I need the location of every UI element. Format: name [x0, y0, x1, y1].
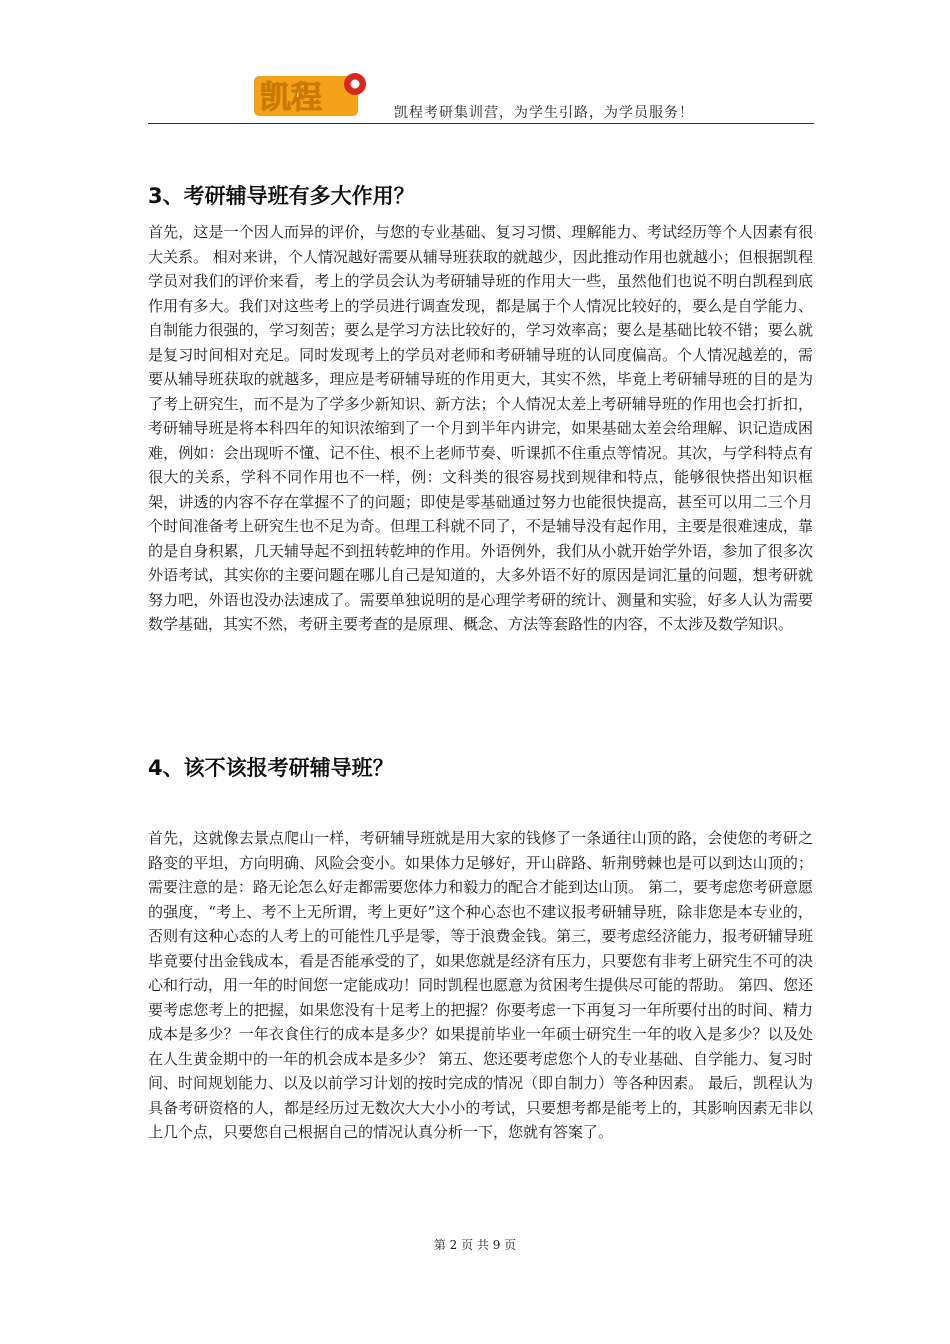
- page-number: 第 2 页 共 9 页: [433, 1238, 517, 1252]
- svg-text:凯程: 凯程: [260, 80, 322, 116]
- header-divider: [148, 123, 814, 124]
- section-body-3: 首先，这是一个因人而异的评价，与您的专业基础、复习习惯、理解能力、考试经历等个人因素有很大关系。 相对来讲，个人情况越好需要从辅导班获取的就越少，因此推动作用也就越小；但根据凯程学员对我们的评价来看，考上的学员会认为考研辅导班的作用大一些，虽然他们也说不明白凯程到底作用有多大。我们对这些考上的学员进行调查发现，都是属于个人情况比较好的，要么是自学能力、自制能力很强的，学习刻苦；要么是学习方法比较好的，学习效率高；要么是基础比较不错；要么就是复习时间相对充足。同时发现考上的学员对老师和考研辅导班的认同度偏高。个人情况越差的，需要从辅导班获取的就越多，理应是考研辅导班的作用更大，其实不然，毕竟上考研辅导班的目的是为了考上研究生，而不是为了学多少新知识、新方法；个人情况太差上考研辅导班的作用也会打折扣，考研辅导班是将本科四年的知识浓缩到了一个月到半年内讲完，如果基础太差会给理解、识记造成困难，例如：会出现听不懂、记不住、根不上老师节奏、听课抓不住重点等情况。其次，与学科特点有很大的关系，学科不同作用也不一样，例：文科类的很容易找到规律和特点，能够很快搭出知识框架，讲透的内容不存在掌握不了的问题；即使是零基础通过努力也能很快提高，甚至可以用二三个月个时间准备考上研究生也不足为奇。但理工科就不同了，不是辅导没有起作用，主要是很难速成，靠的是自身积累，几天辅导起不到扭转乾坤的作用。外语例外，我们从小就开始学外语，参加了很多次外语考试，其实你的主要问题在哪儿自己是知道的，大多外语不好的原因是词汇量的问题，想考研就努力吧，外语也没办法速成了。需要单独说明的是心理学考研的统计、测量和实验，好多人认为需要数学基础，其实不然，考研主要考查的是原理、概念、方法等套路性的内容，不太涉及数学知识。: [148, 223, 813, 633]
- kaicheng-logo: [252, 70, 370, 120]
- section-heading-3: 3、考研辅导班有多大作用？: [148, 184, 415, 208]
- section-body-4: 首先，这就像去景点爬山一样，考研辅导班就是用大家的钱修了一条通往山顶的路，会使您的考研之路变的平坦，方向明确、风险会变小。如果体力足够好，开山辟路、斩荆劈棘也是可以到达山顶的；需要注意的是：路无论怎么好走都需要您体力和毅力的配合才能到达山顶。 第二，要考虑您考研意愿的强度，“考上、考不上无所谓，考上更好”这个种心态也不建议报考研辅导班，除非您是本专业的，否则有这种心态的人考上的可能性几乎是零，等于浪费金钱。第三，要考虑经济能力，报考研辅导班毕竟要付出金钱成本，看是否能承受的了，如果您就是经济有压力，只要您有非考上研究生不可的决心和行动，用一年的时间您一定能成功！同时凯程也愿意为贫困考生提供尽可能的帮助。 第四、您还要考虑您考上的把握，如果您没有十足考上的把握？你要考虑一下再复习一年所要付出的时间、精力成本是多少？一年衣食住行的成本是多少？如果提前毕业一年硕士研究生一年的收入是多少？以及处在人生黄金期中的一年的机会成本是多少？ 第五、您还要考虑您个人的专业基础、自学能力、复习时间、时间规划能力、以及以前学习计划的按时完成的情况（即自制力）等各种因素。 最后，凯程认为具备考研资格的人，都是经历过无数次大大小小的考试，只要想考都是能考上的，其影响因素无非以上几个点，只要您自己根据自己的情况认真分析一下，您就有答案了。: [148, 829, 813, 1141]
- page-header: [148, 70, 814, 126]
- header-slogan: 凯程考研集训营，为学生引路，为学员服务！: [394, 105, 694, 121]
- section-heading-4: 4、该不该报考研辅导班？: [148, 756, 394, 780]
